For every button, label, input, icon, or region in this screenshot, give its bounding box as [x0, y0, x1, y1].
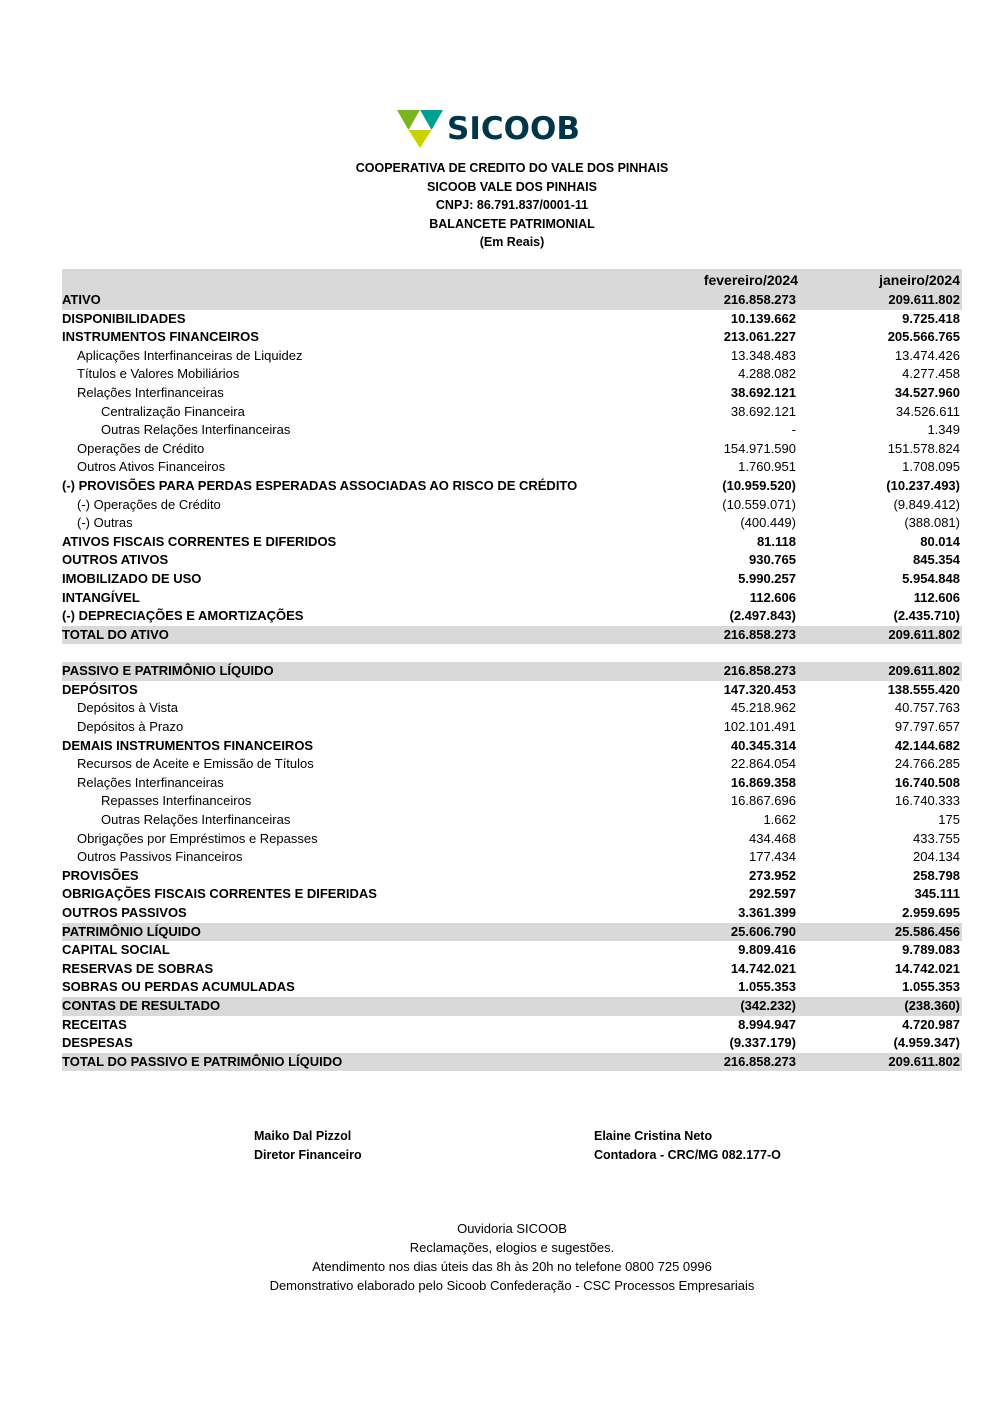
- row-label: Outras Relações Interfinanceiras: [101, 812, 291, 828]
- signer-name: Elaine Cristina Neto: [594, 1129, 713, 1143]
- row-label: Relações Interfinanceiras: [77, 774, 224, 790]
- row-label: (-) Outras: [77, 515, 133, 531]
- value-janeiro: 1.055.353: [902, 979, 960, 995]
- signature-left: [254, 1127, 362, 1165]
- value-janeiro: 13.474.426: [894, 347, 960, 363]
- footer-ombudsman: Ouvidoria SICOOB: [457, 1221, 567, 1236]
- value-fevereiro: 216.858.273: [656, 1053, 798, 1072]
- value-janeiro: 25.586.456: [798, 923, 962, 942]
- document-header: [0, 159, 1000, 252]
- column-header-label: [62, 269, 656, 291]
- value-janeiro: 209.611.802: [798, 291, 962, 310]
- row-label: Outras Relações Interfinanceiras: [101, 422, 291, 438]
- row-label: PATRIMÔNIO LÍQUIDO: [62, 923, 656, 942]
- row-label: ATIVO: [62, 291, 656, 310]
- value-fevereiro: 81.118: [756, 533, 796, 549]
- currency-note: (Em Reais): [479, 235, 545, 250]
- row-label: OUTROS ATIVOS: [62, 552, 169, 568]
- table-row: [62, 384, 962, 403]
- value-janeiro: 40.757.763: [894, 700, 960, 716]
- table-row: [62, 848, 962, 867]
- table-row: [62, 904, 962, 923]
- row-label: DEPÓSITOS: [62, 681, 138, 697]
- row-label: SOBRAS OU PERDAS ACUMULADAS: [62, 979, 295, 995]
- row-label: DISPONIBILIDADES: [62, 310, 186, 326]
- value-fevereiro: 930.765: [749, 552, 796, 568]
- table-row: [62, 533, 962, 552]
- value-janeiro: 205.566.765: [887, 329, 960, 345]
- value-janeiro: 34.527.960: [894, 384, 960, 400]
- row-label: (-) Operações de Crédito: [77, 496, 221, 512]
- balance-sheet-table: [62, 269, 962, 1071]
- table-row: [62, 867, 962, 886]
- value-fevereiro: 177.434: [749, 849, 796, 865]
- row-label: Depósitos à Prazo: [77, 719, 184, 735]
- table-row: [62, 310, 962, 329]
- value-janeiro: 258.798: [913, 867, 960, 883]
- sicoob-logo: [397, 108, 587, 150]
- value-janeiro: 204.134: [913, 849, 960, 865]
- value-fevereiro: 9.809.416: [738, 942, 796, 958]
- table-row: [62, 570, 962, 589]
- value-fevereiro: 1.662: [763, 812, 796, 828]
- table-row: [62, 1034, 962, 1053]
- value-janeiro: 112.606: [913, 589, 960, 605]
- value-janeiro: 9.789.083: [902, 942, 960, 958]
- row-label: Outros Ativos Financeiros: [77, 459, 226, 475]
- table-row: [62, 1016, 962, 1035]
- value-janeiro: 433.755: [913, 830, 960, 846]
- footer-feedback: Reclamações, elogios e sugestões.: [409, 1240, 615, 1255]
- value-janeiro: 151.578.824: [887, 440, 960, 456]
- table-row: [62, 589, 962, 608]
- value-janeiro: 24.766.285: [894, 756, 960, 772]
- row-label: CAPITAL SOCIAL: [62, 942, 170, 958]
- table-row: [62, 923, 962, 942]
- value-janeiro: 209.611.802: [798, 626, 962, 645]
- cooperative-name: COOPERATIVA DE CREDITO DO VALE DOS PINHAIS: [355, 161, 669, 175]
- value-fevereiro: (9.337.179): [729, 1035, 796, 1051]
- column-header-fevereiro: fevereiro/2024: [656, 269, 798, 291]
- value-fevereiro: 292.597: [749, 886, 796, 902]
- table-row: [62, 1053, 962, 1072]
- value-janeiro: 1.708.095: [902, 459, 960, 475]
- value-fevereiro: 154.971.590: [723, 440, 796, 456]
- row-label: PROVISÕES: [62, 867, 139, 883]
- table-row: [62, 365, 962, 384]
- value-fevereiro: (342.232): [656, 997, 798, 1016]
- value-fevereiro: 10.139.662: [730, 310, 796, 326]
- value-janeiro: 209.611.802: [798, 662, 962, 681]
- spacer-cell: [656, 644, 798, 662]
- row-label: PASSIVO E PATRIMÔNIO LÍQUIDO: [62, 662, 656, 681]
- value-janeiro: 14.742.021: [894, 960, 960, 976]
- footer-credits: Demonstrativo elaborado pelo Sicoob Confederação - CSC Processos Empresariais: [269, 1278, 755, 1293]
- value-fevereiro: 1.760.951: [738, 459, 796, 475]
- table-row: [62, 551, 962, 570]
- table-row: [62, 347, 962, 366]
- value-fevereiro: 216.858.273: [656, 626, 798, 645]
- table-row: [62, 774, 962, 793]
- table-row: [62, 681, 962, 700]
- table-row: [62, 792, 962, 811]
- row-label: Obrigações por Empréstimos e Repasses: [77, 830, 318, 846]
- row-label: (-) PROVISÕES PARA PERDAS ESPERADAS ASSOCIADAS AO RISCO DE CRÉDITO: [62, 477, 578, 493]
- value-janeiro: 34.526.611: [895, 403, 960, 419]
- table-row: [62, 997, 962, 1016]
- row-label: DEMAIS INSTRUMENTOS FINANCEIROS: [62, 737, 314, 753]
- row-label: Títulos e Valores Mobiliários: [77, 366, 240, 382]
- value-fevereiro: 25.606.790: [656, 923, 798, 942]
- value-fevereiro: (10.559.071): [722, 496, 796, 512]
- value-janeiro: (4.959.347): [893, 1035, 960, 1051]
- value-fevereiro: (10.959.520): [722, 477, 796, 493]
- row-label: DESPESAS: [62, 1035, 133, 1051]
- table-row: [62, 477, 962, 496]
- value-janeiro: 9.725.418: [902, 310, 960, 326]
- value-janeiro: (9.849.412): [893, 496, 960, 512]
- signer-role: Contadora - CRC/MG 082.177-O: [594, 1148, 781, 1162]
- value-fevereiro: 147.320.453: [723, 681, 796, 697]
- row-label: Aplicações Interfinanceiras de Liquidez: [77, 347, 303, 363]
- table-row: [62, 737, 962, 756]
- value-janeiro: 1.349: [927, 422, 960, 438]
- table-row: [62, 626, 962, 645]
- row-label: Centralização Financeira: [101, 403, 245, 419]
- value-fevereiro: 216.858.273: [656, 291, 798, 310]
- value-janeiro: 4.720.987: [902, 1016, 960, 1032]
- value-janeiro: 42.144.682: [894, 737, 960, 753]
- value-fevereiro: 16.869.358: [730, 774, 796, 790]
- value-janeiro: 845.354: [913, 552, 960, 568]
- value-janeiro: 16.740.508: [894, 774, 960, 790]
- signer-role: Diretor Financeiro: [254, 1148, 362, 1162]
- table-row: [62, 421, 962, 440]
- value-fevereiro: 16.867.696: [730, 793, 796, 809]
- value-fevereiro: 1.055.353: [738, 979, 796, 995]
- cnpj: CNPJ: 86.791.837/0001-11: [435, 198, 589, 213]
- table-row: [62, 941, 962, 960]
- row-label: INTANGÍVEL: [62, 589, 140, 605]
- value-fevereiro: 4.288.082: [738, 366, 796, 382]
- footer: [0, 1219, 1000, 1295]
- value-fevereiro: 3.361.399: [738, 905, 796, 920]
- table-row: [62, 514, 962, 533]
- table-row: [62, 403, 962, 422]
- table-row: [62, 718, 962, 737]
- value-janeiro: (388.081): [904, 515, 960, 531]
- value-janeiro: 138.555.420: [887, 681, 960, 697]
- row-label: (-) DEPRECIAÇÕES E AMORTIZAÇÕES: [62, 608, 304, 624]
- value-fevereiro: 38.692.121: [730, 403, 796, 419]
- value-fevereiro: (2.497.843): [729, 608, 796, 624]
- value-janeiro: (10.237.493): [886, 477, 960, 493]
- row-label: Repasses Interfinanceiros: [101, 793, 252, 809]
- spacer-cell: [798, 644, 962, 662]
- value-fevereiro: 213.061.227: [723, 329, 796, 345]
- row-label: Operações de Crédito: [77, 440, 205, 456]
- table-row: [62, 699, 962, 718]
- value-fevereiro: 40.345.314: [730, 737, 796, 753]
- value-janeiro: 5.954.848: [902, 570, 960, 586]
- row-label: ATIVOS FISCAIS CORRENTES E DIFERIDOS: [62, 533, 337, 549]
- value-janeiro: 80.014: [920, 533, 960, 549]
- value-fevereiro: 434.468: [749, 830, 796, 846]
- value-fevereiro: -: [791, 422, 796, 438]
- value-janeiro: 97.797.657: [894, 719, 960, 735]
- table-row: [62, 662, 962, 681]
- table-row: [62, 811, 962, 830]
- value-janeiro: 209.611.802: [798, 1053, 962, 1072]
- signature-right: [594, 1127, 781, 1165]
- value-fevereiro: 8.994.947: [738, 1016, 796, 1032]
- value-fevereiro: 38.692.121: [730, 384, 796, 400]
- value-fevereiro: 216.858.273: [656, 662, 798, 681]
- value-janeiro: 175: [938, 812, 960, 828]
- value-janeiro: 345.111: [914, 886, 960, 902]
- spacer-cell: [62, 644, 656, 662]
- value-janeiro: 4.277.458: [902, 366, 960, 382]
- value-fevereiro: 5.990.257: [738, 570, 796, 586]
- table-row: [62, 440, 962, 459]
- row-label: CONTAS DE RESULTADO: [62, 997, 656, 1016]
- value-fevereiro: 102.101.491: [723, 719, 796, 735]
- table-row: [62, 978, 962, 997]
- footer-hours-phone: Atendimento nos dias úteis das 8h às 20h no telefone 0800 725 0996: [312, 1259, 712, 1274]
- sicoob-triangle-logo-icon: [397, 110, 443, 148]
- row-label: TOTAL DO ATIVO: [62, 626, 656, 645]
- table-row: [62, 458, 962, 477]
- logo-wordmark: SICOOB: [447, 110, 580, 147]
- table-row: [62, 755, 962, 774]
- value-janeiro: (2.435.710): [893, 608, 960, 624]
- column-header-janeiro: janeiro/2024: [798, 269, 962, 291]
- row-label: Outros Passivos Financeiros: [77, 849, 243, 865]
- row-label: TOTAL DO PASSIVO E PATRIMÔNIO LÍQUIDO: [62, 1053, 656, 1072]
- row-label: IMOBILIZADO DE USO: [62, 570, 202, 586]
- row-label: INSTRUMENTOS FINANCEIROS: [62, 329, 259, 345]
- cooperative-short-name: SICOOB VALE DOS PINHAIS: [427, 179, 597, 194]
- table-row: [62, 607, 962, 626]
- table-row: [62, 291, 962, 310]
- table-row: [62, 960, 962, 979]
- value-fevereiro: 273.952: [749, 867, 796, 883]
- row-label: Depósitos à Vista: [77, 700, 178, 716]
- table-row: [62, 885, 962, 904]
- signer-name: Maiko Dal Pizzol: [254, 1129, 352, 1143]
- value-janeiro: (238.360): [798, 997, 962, 1016]
- row-label: OBRIGAÇÕES FISCAIS CORRENTES E DIFERIDAS: [62, 886, 377, 902]
- value-fevereiro: 13.348.483: [730, 347, 796, 363]
- document-title: BALANCETE PATRIMONIAL: [429, 216, 595, 231]
- table-row: [62, 496, 962, 515]
- value-fevereiro: 112.606: [749, 589, 796, 605]
- value-fevereiro: 45.218.962: [730, 700, 796, 716]
- column-header-row: [62, 269, 962, 291]
- section-spacer: [62, 644, 962, 662]
- row-label: OUTROS PASSIVOS: [62, 905, 187, 920]
- value-janeiro: 2.959.695: [902, 905, 960, 920]
- value-fevereiro: (400.449): [740, 515, 796, 531]
- row-label: RESERVAS DE SOBRAS: [62, 960, 214, 976]
- row-label: RECEITAS: [62, 1016, 127, 1032]
- value-fevereiro: 22.864.054: [730, 756, 796, 772]
- table-row: [62, 830, 962, 849]
- row-label: Relações Interfinanceiras: [77, 384, 224, 400]
- value-janeiro: 16.740.333: [894, 793, 960, 809]
- table-row: [62, 328, 962, 347]
- row-label: Recursos de Aceite e Emissão de Títulos: [77, 756, 314, 772]
- value-fevereiro: 14.742.021: [730, 960, 796, 976]
